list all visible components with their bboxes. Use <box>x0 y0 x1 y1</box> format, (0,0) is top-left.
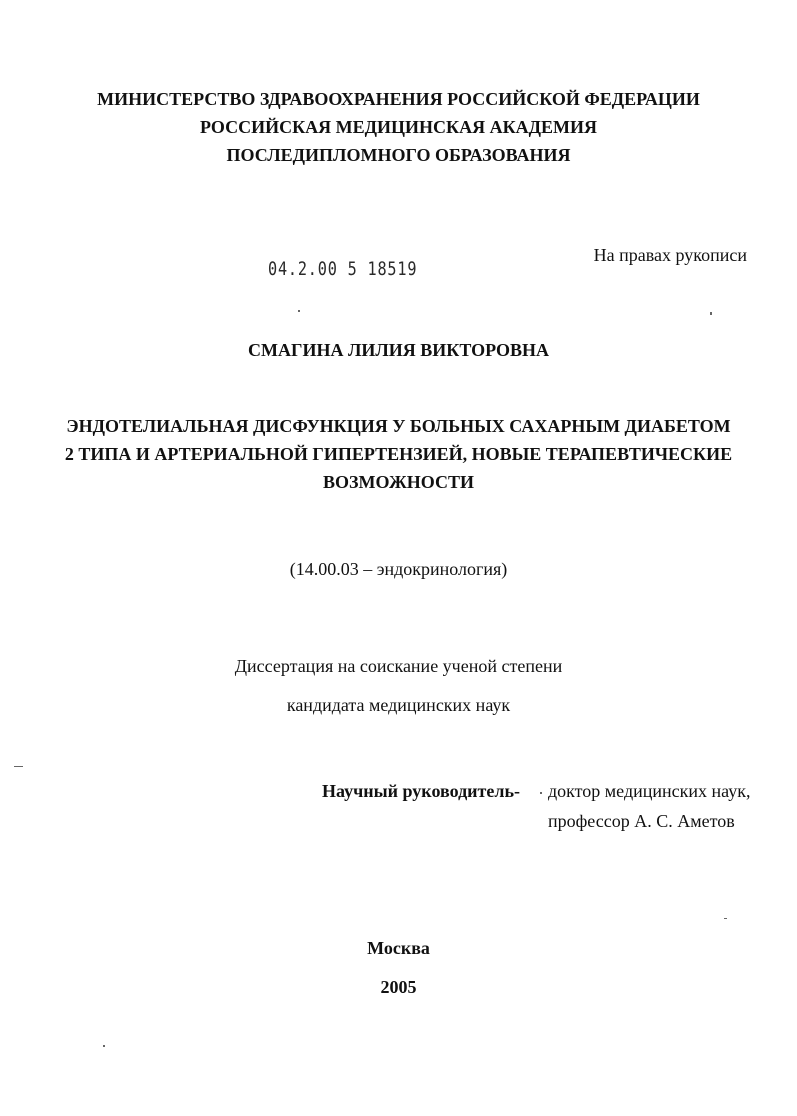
academy-name: РОССИЙСКАЯ МЕДИЦИНСКАЯ АКАДЕМИЯ <box>199 117 598 137</box>
scan-speck <box>14 766 23 767</box>
scan-speck <box>710 312 712 315</box>
archive-stamp-number: 04.2.00 5 18519 <box>268 258 418 280</box>
specialty-code: (14.00.03 – эндокринология) <box>289 559 508 579</box>
scan-speck <box>540 792 542 794</box>
scan-speck <box>724 918 727 919</box>
supervisor-label: Научный руководитель- <box>322 781 520 801</box>
supervisor-name: профессор А. С. Аметов <box>548 811 735 831</box>
scan-speck <box>298 310 300 312</box>
degree-line-2: кандидата медицинских наук <box>286 695 511 715</box>
scan-speck <box>103 1045 105 1047</box>
dissertation-title-line-2: 2 ТИПА И АРТЕРИАЛЬНОЙ ГИПЕРТЕНЗИЕЙ, НОВЫЕ ТЕРАПЕВТИЧЕСКИЕ <box>64 444 733 464</box>
dissertation-title-line-3: ВОЗМОЖНОСТИ <box>322 472 475 492</box>
supervisor-degree: доктор медицинских наук, <box>548 781 751 801</box>
academy-subtitle: ПОСЛЕДИПЛОМНОГО ОБРАЗОВАНИЯ <box>226 145 571 165</box>
year: 2005 <box>380 977 417 997</box>
degree-line-1: Диссертация на соискание ученой степени <box>234 656 563 676</box>
ministry-name: МИНИСТЕРСТВО ЗДРАВООХРАНЕНИЯ РОССИЙСКОЙ ФЕДЕРАЦИИ <box>97 89 700 109</box>
city: Москва <box>367 938 430 958</box>
author-name: СМАГИНА ЛИЛИЯ ВИКТОРОВНА <box>248 340 549 360</box>
rights-note: На правах рукописи <box>593 245 747 265</box>
dissertation-title-line-1: ЭНДОТЕЛИАЛЬНАЯ ДИСФУНКЦИЯ У БОЛЬНЫХ САХАРНЫМ ДИАБЕТОМ <box>66 416 731 436</box>
